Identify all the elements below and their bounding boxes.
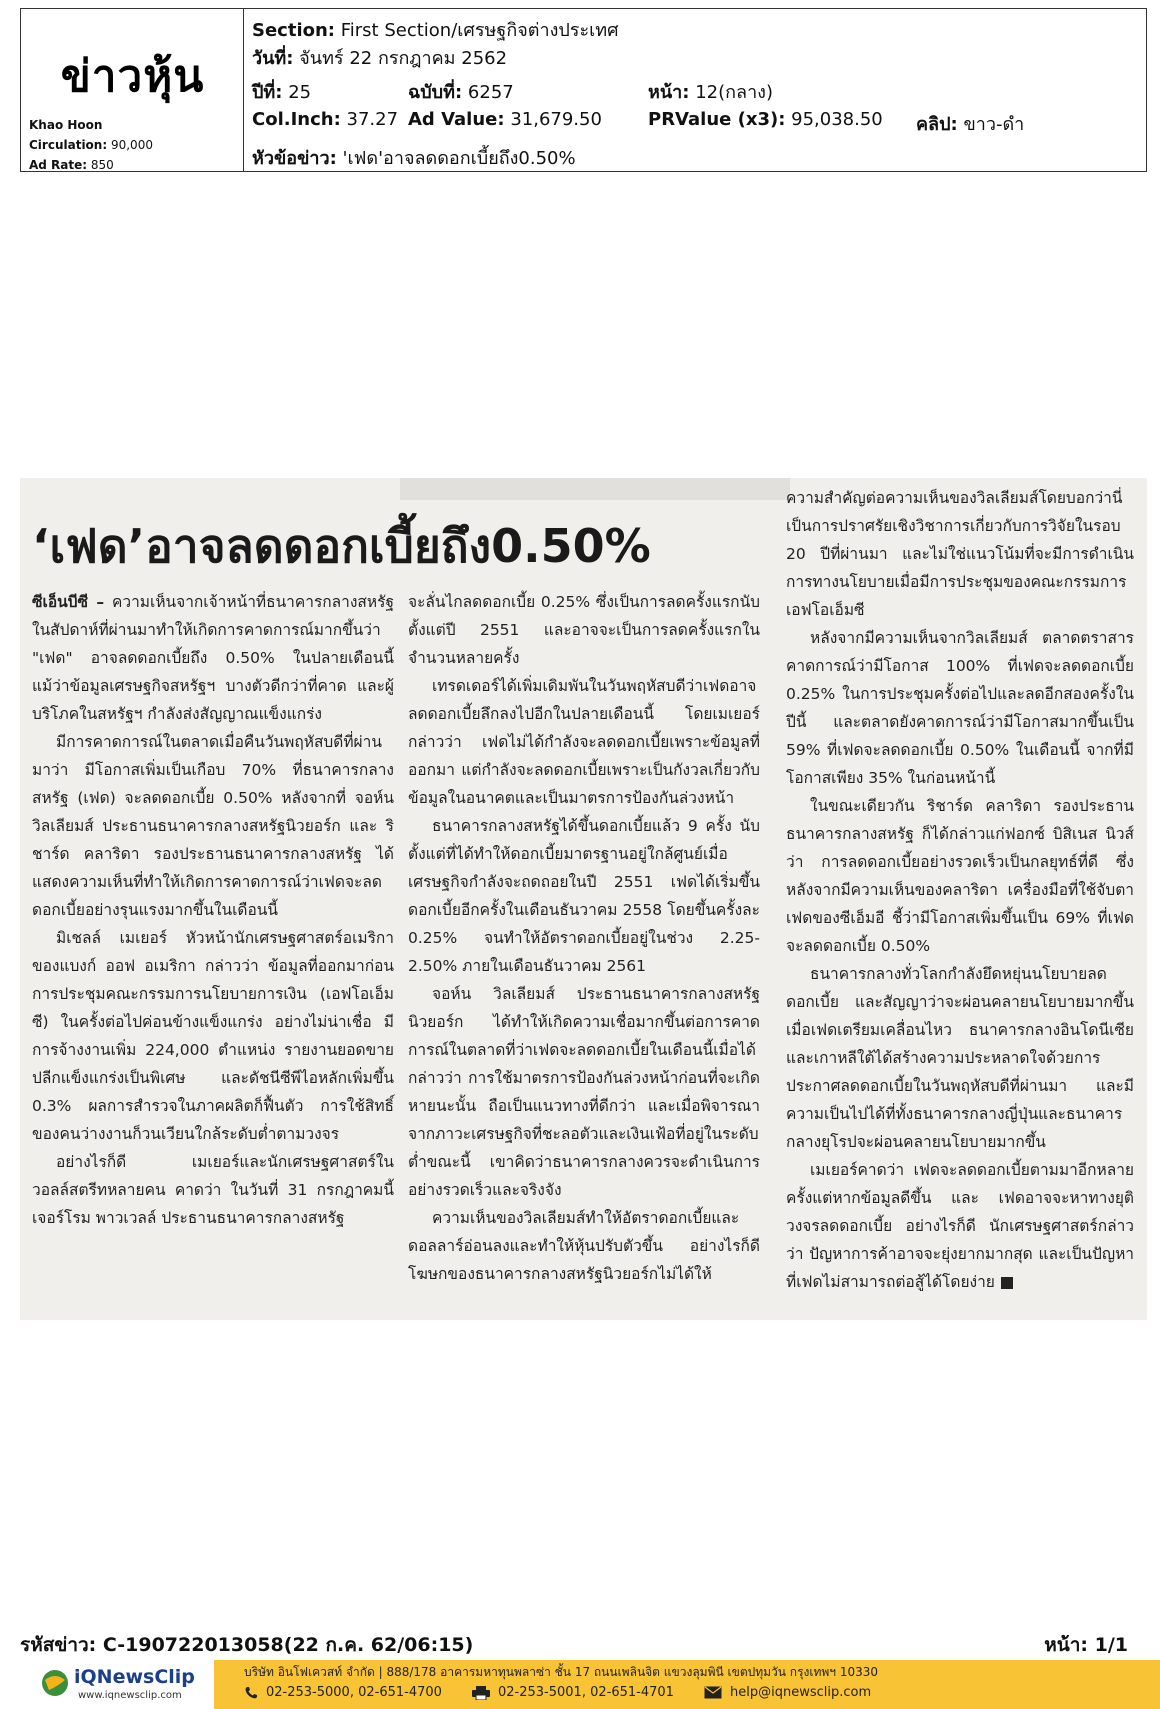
page-label: หน้า: xyxy=(648,82,690,103)
page-number: หน้า: 1/1 xyxy=(1044,1634,1128,1656)
clip-label: คลิป: xyxy=(916,114,958,135)
news-clipping xyxy=(20,478,1147,1320)
year-value: 25 xyxy=(288,82,312,103)
clip-value: ขาว-ดำ xyxy=(963,114,1025,135)
prvalue-field xyxy=(648,109,883,130)
publication-block xyxy=(21,9,244,171)
clip-field xyxy=(916,109,1024,138)
company-address: บริษัท อินโฟเควสท์ จำกัด | 888/178 อาคารมหาทุนพลาซ่า ชั้น 17 ถนนเพลินจิต แขวงลุมพินี เขตปทุมวัน กรุงเทพฯ 10330 xyxy=(244,1665,879,1679)
paragraph: ในขณะเดียวกัน ริชาร์ด คลาริดา รองประธานธนาคารกลางสหรัฐ ก็ได้กล่าวแก่ฟอกซ์ บิสิเนส นิวส์ ว่า การลดดอกเบี้ยอย่างรวดเร็วเป็นกลยุทธ์ที่ดี ซึ่งหลังจากมีความเห็นของคลาริดา เครื่องมือที่ใช้จับตาเฟดของซีเอ็มอี ชี้ว่ามีโอกาสเพิ่มขึ้นเป็น 69% ที่เฟดจะลดดอกเบี้ย 0.50% xyxy=(786,797,1134,955)
fax-numbers: 02-253-5001, 02-651-4701 xyxy=(498,1685,674,1700)
phone-contact xyxy=(244,1685,442,1700)
phone-numbers: 02-253-5000, 02-651-4700 xyxy=(266,1685,442,1700)
publication-name: Khao Hoon xyxy=(29,118,103,132)
paragraph: อย่างไรก็ดี เมเยอร์และนักเศรษฐศาสตร์ในวอลล์สตรีทหลายคน คาดว่า ในวันที่ 31 กรกฎาคมนี้ เจอร์โรม พาวเวลล์ ประธานธนาคารกลางสหรัฐ xyxy=(32,1153,394,1227)
paragraph: ธนาคารกลางทั่วโลกกำลังยึดหยุ่นนโยบายลดดอกเบี้ย และสัญญาว่าจะผ่อนคลายนโยบายมากขึ้นเมื่อเฟดเตรียมเคลื่อนไหว ธนาคารกลางอินโดนีเซียและเกาหลีใต้ได้สร้างความประหลาดใจด้วยการประกาศลดดอกเบี้ยในวันพฤหัสบดีที่ผ่านมา และมีความเป็นไปได้ที่ทั้งธนาคารกลางญี่ปุ่นและธนาคารกลางยุโรปจะผ่อนคลายนโยบายมากขึ้น xyxy=(786,965,1134,1151)
issue-label: ฉบับที่: xyxy=(408,82,463,103)
headline-field xyxy=(252,143,576,172)
date-value: จันทร์ 22 กรกฎาคม 2562 xyxy=(299,48,508,69)
date-row xyxy=(252,43,507,72)
globe-icon xyxy=(40,1668,70,1698)
paragraph: ธนาคารกลางสหรัฐได้ขึ้นดอกเบี้ยแล้ว 9 ครั้ง นับตั้งแต่ที่ได้ทำให้ดอกเบี้ยมาตรฐานอยู่ใกล้ศูนย์เมื่อเศรษฐกิจกำลังจะถดถอยในปี 2551 เฟดได้เริ่มขึ้นดอกเบี้ยอีกครั้งในเดือนธันวาคม 2558 โดยขึ้นครั้งละ 0.25% จนทำให้อัตราดอกเบี้ยอยู่ในช่วง 2.25-2.50% ภายในเดือนธันวาคม 2561 xyxy=(408,817,760,975)
logo-text: iQNewsClip xyxy=(74,1666,195,1688)
dateline: ซีเอ็นบีซี – xyxy=(32,593,105,611)
iqnewsclip-logo xyxy=(40,1664,195,1706)
paragraph: เทรดเดอร์ได้เพิ่มเดิมพันในวันพฤหัสบดีว่าเฟดอาจลดดอกเบี้ยลึกลงไปอีกในปลายเดือนนี้ โดยเมเยอร์กล่าวว่า เฟดไม่ได้กำลังจะลดดอกเบี้ยเพราะข้อมูลที่ออกมา แต่กำลังจะลดดอกเบี้ยเพราะเป็นกังวลเกี่ยวกับข้อมูลในอนาคตและเป็นมาตรการป้องกันล่วงหน้า xyxy=(408,677,760,807)
phone-icon xyxy=(244,1686,258,1700)
article-column-2 xyxy=(408,588,760,1288)
email-address[interactable]: help@iqnewsclip.com xyxy=(730,1685,872,1700)
printer-icon xyxy=(472,1686,490,1700)
paragraph: ความเห็นจากเจ้าหน้าที่ธนาคารกลางสหรัฐในสัปดาห์ที่ผ่านมาทำให้เกิดการคาดการณ์มากขึ้นว่า "เฟด" อาจลดดอกเบี้ยถึง 0.50% ในปลายเดือนนี้ แม้ว่าข้อมูลเศรษฐกิจสหรัฐฯ บางตัวดีกว่าที่คาด และผู้บริโภคในสหรัฐฯ กำลังส่งสัญญาณแข็งแกร่ง xyxy=(32,593,394,723)
mail-icon xyxy=(704,1686,722,1699)
paragraph: ความเห็นของวิลเลียมส์ทำให้อัตราดอกเบี้ยและดอลลาร์อ่อนลงและทำให้หุ้นปรับตัวขึ้น อย่างไรก็ดี โฆษกของธนาคารกลางสหรัฐนิวยอร์กไม่ได้ให้ xyxy=(408,1209,760,1283)
article-column-3 xyxy=(786,484,1134,1296)
paragraph: มิเชลล์ เมเยอร์ หัวหน้านักเศรษฐศาสตร์อเมริกาของแบงก์ ออฟ อเมริกา กล่าวว่า ข้อมูลที่ออกมาก่อนการประชุมคณะกรรมการนโยบายการเงิน (เอฟโอเอ็มซี) ในครั้งต่อไปค่อนข้างแข็งแกร่ง อย่างไม่น่าเชื่อ มีการจ้างงานเพิ่ม 224,000 ตำแหน่ง รายงานยอดขายปลีกแข็งแกร่งเป็นพิเศษ และดัชนีซีพีไอหลักเพิ่มขึ้น 0.3% ผลการสำรวจในภาคผลิตก็ฟื้นตัว การใช้สิทธิ์ของคนว่างงานก็วนเวียนใกล้ระดับต่ำตามวงจร xyxy=(32,929,394,1143)
publication-meta xyxy=(29,115,153,175)
logo-url: www.iqnewsclip.com xyxy=(78,1690,182,1701)
footer-bar xyxy=(0,1660,1160,1709)
ad-rate-label: Ad Rate: xyxy=(29,158,88,172)
year-label: ปีที่: xyxy=(252,82,283,103)
circulation-label: Circulation: xyxy=(29,138,108,152)
ad-rate-value: 850 xyxy=(90,158,114,172)
circulation-value: 90,000 xyxy=(110,138,153,152)
prvalue-value: 95,038.50 xyxy=(791,109,883,130)
clipping-header xyxy=(20,8,1147,172)
scan-artifact xyxy=(400,478,790,500)
page-value: 12(กลาง) xyxy=(695,82,773,103)
paragraph: เมเยอร์คาดว่า เฟดจะลดดอกเบี้ยตามมาอีกหลายครั้งแต่หากข้อมูลดีขึ้น และ เฟดอาจจะหาทางยุติวงจรลดดอกเบี้ย อย่างไรก็ดี นักเศรษฐศาสตร์กล่าวว่า ปัญหาการค้าอาจจะยุ่งยากมากสุด และเป็นปัญหาที่เฟดไม่สามารถต่อสู้ได้โดยง่าย xyxy=(786,1161,1134,1291)
year-field xyxy=(252,77,311,106)
colinch-field xyxy=(252,109,398,130)
advalue-label: Ad Value: xyxy=(408,109,505,130)
section-value: First Section/เศรษฐกิจต่างประเทศ xyxy=(340,20,619,41)
section-label: Section: xyxy=(252,20,335,41)
paragraph: ความสำคัญต่อความเห็นของวิลเลียมส์โดยบอกว่านี่เป็นการปราศรัยเชิงวิชาการเกี่ยวกับการวิจัยในรอบ 20 ปีที่ผ่านมา และไม่ใช่แนวโน้มที่จะมีการดำเนินการทางนโยบายเมื่อมีการประชุมของคณะกรรมการเอฟโอเอ็มซี xyxy=(786,489,1134,619)
publication-logo: ข่าวหุ้น xyxy=(60,51,205,102)
headline-value: 'เฟด'อาจลดดอกเบี้ยถึง0.50% xyxy=(342,148,576,169)
colinch-label: Col.Inch: xyxy=(252,109,341,130)
colinch-value: 37.27 xyxy=(346,109,399,130)
paragraph: มีการคาดการณ์ในตลาดเมื่อคืนวันพฤหัสบดีที่ผ่านมาว่า มีโอกาสเพิ่มเป็นเกือบ 70% ที่ธนาคารกลางสหรัฐ (เฟด) จะลดดอกเบี้ย 0.50% หลังจากที่ จอห์น วิลเลียมส์ ประธานธนาคารกลางสหรัฐนิวยอร์ก และ ริชาร์ด คลาริดา รองประธานธนาคารกลางสหรัฐ ได้แสดงความเห็นที่ทำให้เกิดการคาดการณ์ว่าเฟดจะลดดอกเบี้ยอย่างรุนแรงมากขึ้นในเดือนนี้ xyxy=(32,733,394,919)
headline-label: หัวข้อข่าว: xyxy=(252,148,337,169)
meta-block xyxy=(244,9,1146,171)
article-headline: ‘เฟด’อาจลดดอกเบี้ยถึง0.50% xyxy=(32,519,651,573)
paragraph: จอห์น วิลเลียมส์ ประธานธนาคารกลางสหรัฐนิวยอร์ก ได้ทำให้เกิดความเชื่อมากขึ้นต่อการคาดการณ์ในตลาดที่ว่าเฟดจะลดดอกเบี้ยในเดือนนี้เมื่อได้กล่าวว่า การใช้มาตรการป้องกันล่วงหน้าก่อนที่จะเกิดหายนะนั้น ถือเป็นแนวทางที่ดีกว่า และเมื่อพิจารณาจากภาวะเศรษฐกิจที่ชะลอตัวและเงินเฟ้อที่อยู่ในระดับต่ำขณะนี้ เขาคิดว่าธนาคารกลางควรจะดำเนินการอย่างรวดเร็วและจริงจัง xyxy=(408,985,760,1199)
end-of-article-icon xyxy=(1001,1277,1013,1289)
contact-strip xyxy=(214,1660,1160,1709)
paragraph: จะลั่นไกลดดอกเบี้ย 0.25% ซึ่งเป็นการลดครั้งแรกนับตั้งแต่ปี 2551 และอาจจะเป็นการลดครั้งแรกในจำนวนหลายครั้ง xyxy=(408,593,760,667)
page-field xyxy=(648,77,773,106)
news-code: รหัสข่าว: C-190722013058(22 ก.ค. 62/06:15) xyxy=(20,1634,474,1656)
advalue-value: 31,679.50 xyxy=(510,109,602,130)
email-contact xyxy=(704,1685,871,1700)
prvalue-label: PRValue (x3): xyxy=(648,109,786,130)
issue-field xyxy=(408,77,514,106)
date-label: วันที่: xyxy=(252,48,294,69)
article-column-1 xyxy=(32,588,394,1232)
paragraph: หลังจากมีความเห็นจากวิลเลียมส์ ตลาดตราสารคาดการณ์ว่ามีโอกาส 100% ที่เฟดจะลดดอกเบี้ย 0.25% ในการประชุมครั้งต่อไปและลดอีกสองครั้งในปีนี้ และตลาดยังคาดการณ์ว่ามีโอกาสมากขึ้นเป็น 59% ที่เฟดจะลดดอกเบี้ย 0.50% ในเดือนนี้ จากที่มีโอกาสเพียง 35% ในก่อนหน้านี้ xyxy=(786,629,1134,787)
advalue-field xyxy=(408,109,602,130)
section-row xyxy=(252,15,619,44)
fax-contact xyxy=(472,1685,674,1700)
issue-value: 6257 xyxy=(467,82,514,103)
